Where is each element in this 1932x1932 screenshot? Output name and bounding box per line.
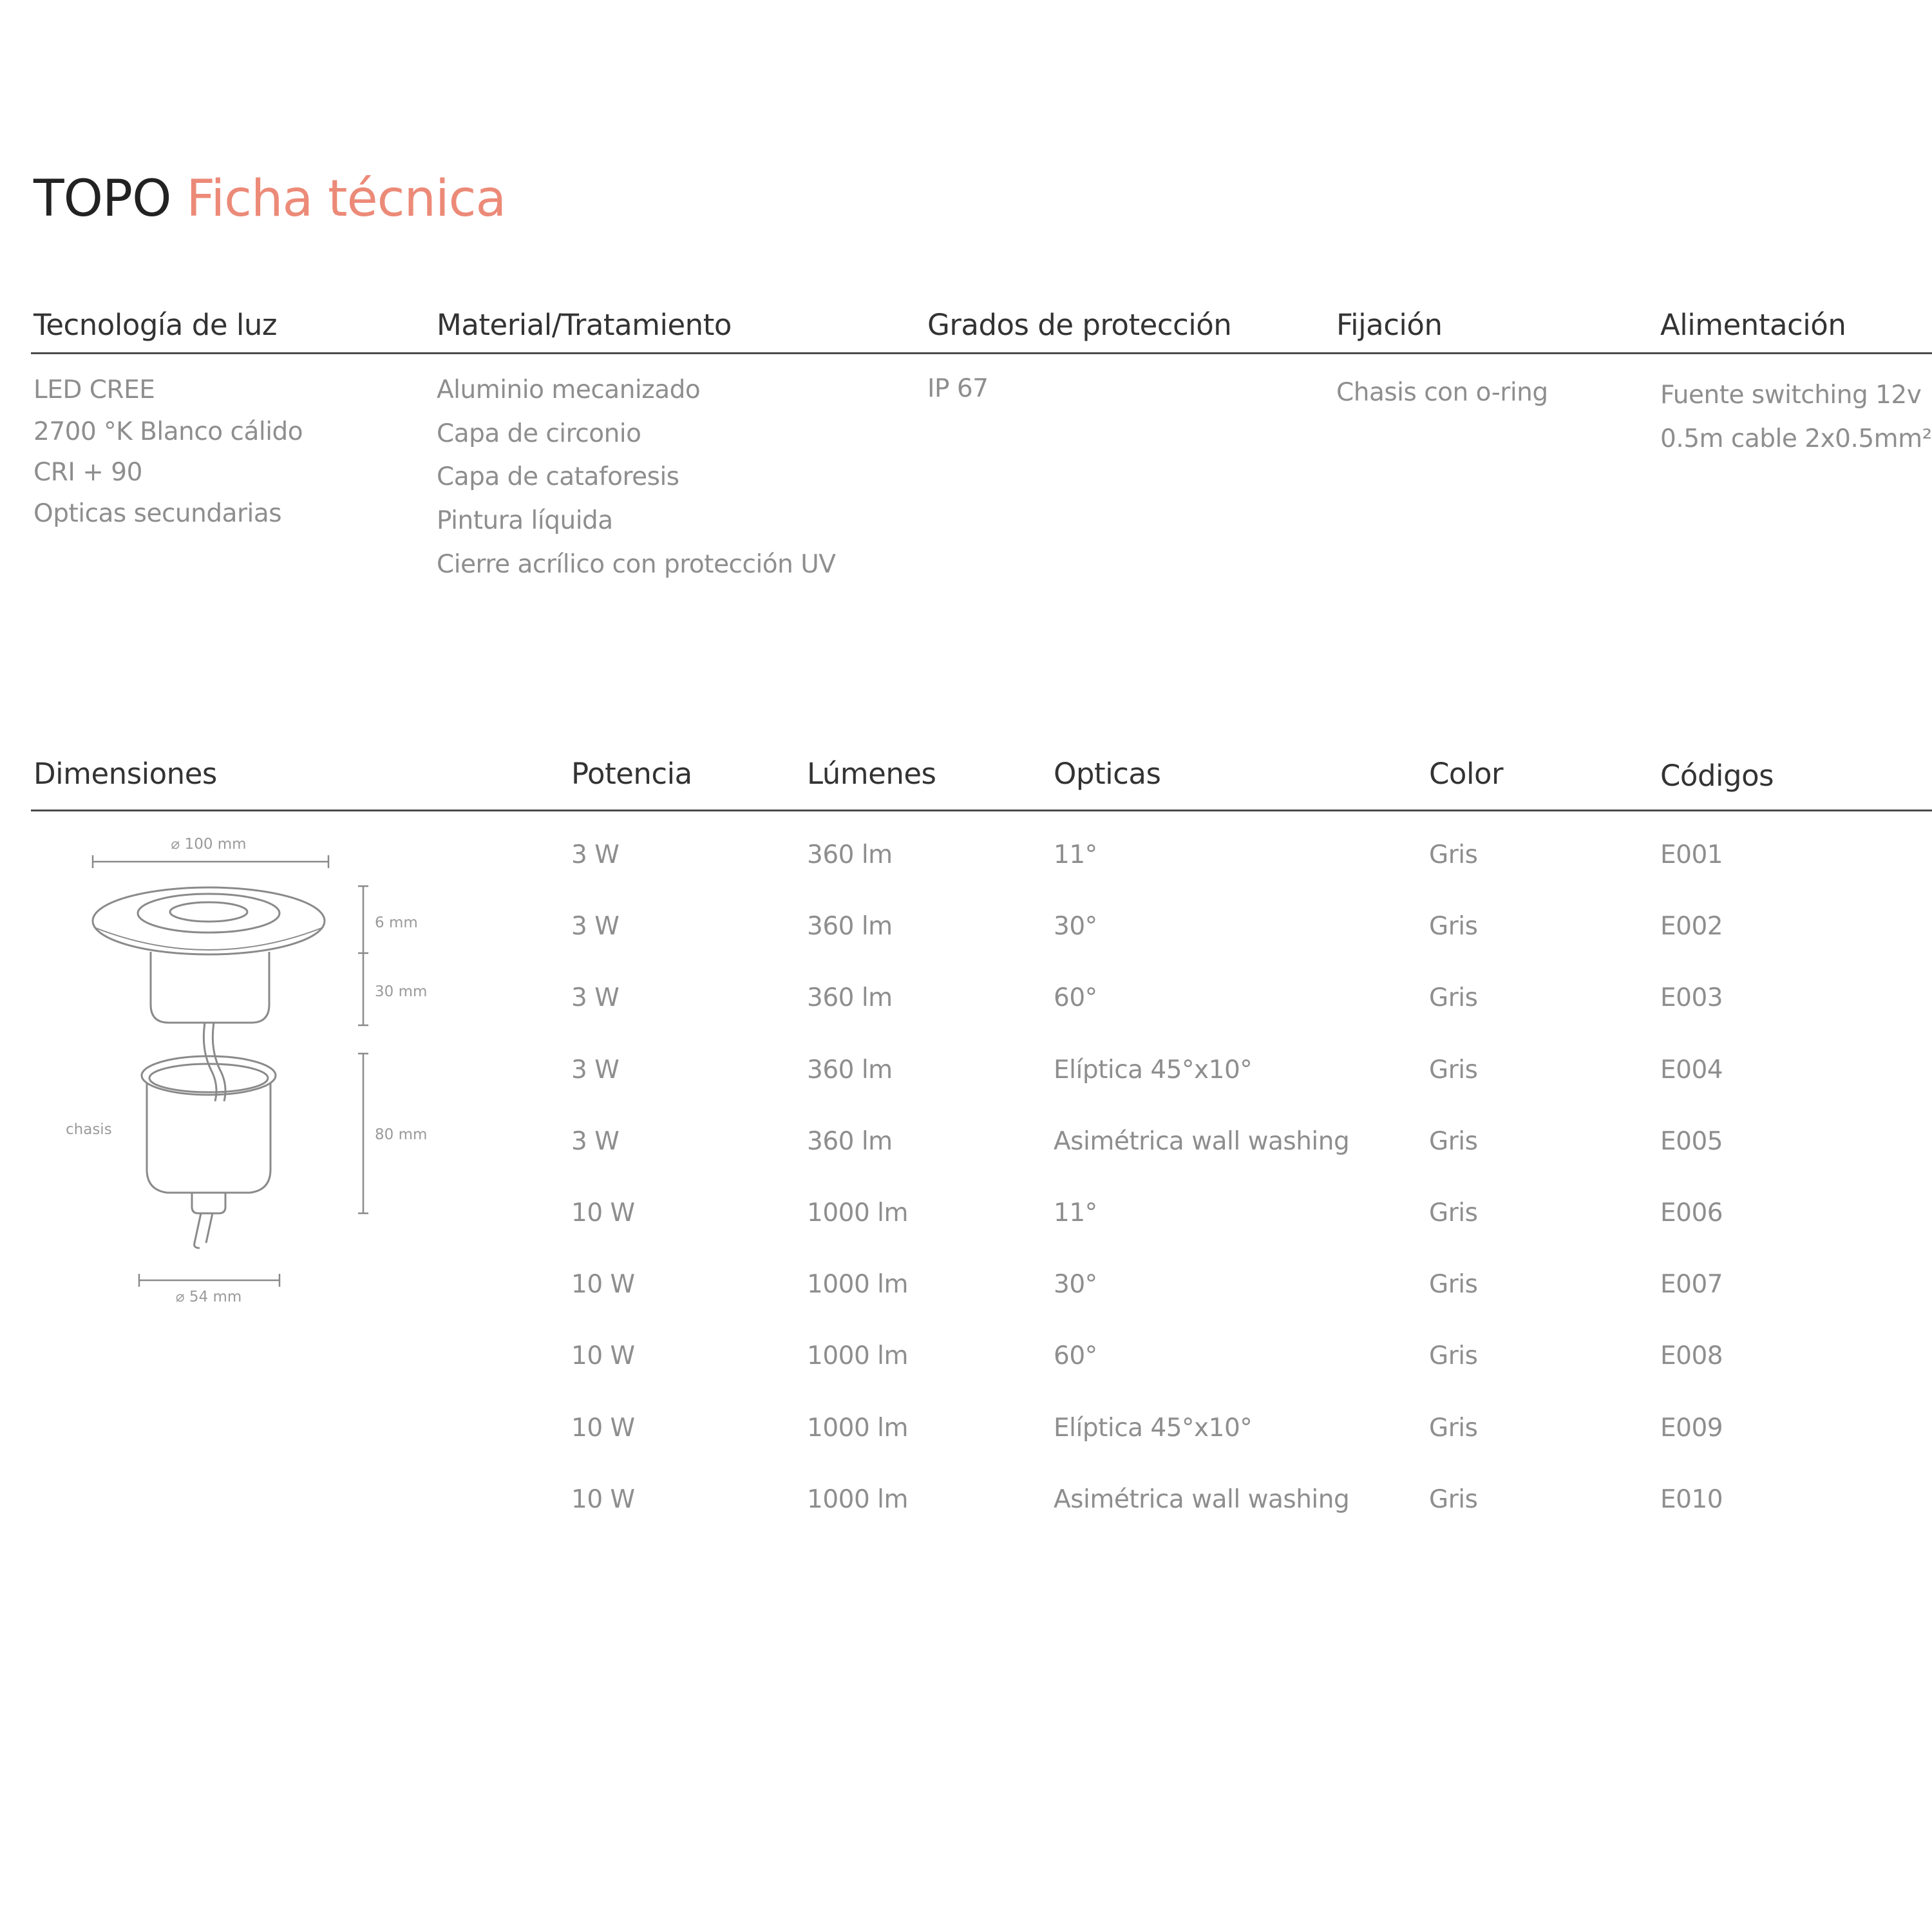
- code-cell: E004: [1660, 1056, 1723, 1084]
- color-cell: Gris: [1429, 1341, 1478, 1370]
- spec-heading-light-technology: Tecnología de luz: [33, 308, 277, 342]
- lumens-cell: 1000 lm: [807, 1414, 908, 1443]
- power-cell: 3 W: [571, 1127, 620, 1156]
- lumens-cell: 360 lm: [807, 912, 893, 941]
- product-name: TOPO: [33, 170, 171, 228]
- optics-cell: 11°: [1054, 840, 1097, 869]
- power-cell: 10 W: [571, 1341, 635, 1370]
- luminaire-drawing: [26, 831, 451, 1320]
- optics-cell: Elíptica 45°x10°: [1054, 1056, 1253, 1084]
- optics-cell: 60°: [1054, 983, 1097, 1012]
- specs-divider: [31, 352, 1932, 354]
- optics-cell: 30°: [1054, 912, 1097, 941]
- optics-cell: 60°: [1054, 1341, 1097, 1370]
- lumens-cell: 1000 lm: [807, 1341, 908, 1370]
- spec-line: Chasis con o-ring: [1336, 378, 1548, 407]
- power-cell: 10 W: [571, 1270, 635, 1299]
- spec-line: Aluminio mecanizado: [437, 375, 701, 404]
- power-cell: 3 W: [571, 840, 620, 869]
- table-header-lumens: Lúmenes: [807, 757, 936, 791]
- power-cell: 3 W: [571, 983, 620, 1012]
- code-cell: E002: [1660, 912, 1723, 941]
- optics-cell: 11°: [1054, 1198, 1097, 1227]
- code-cell: E009: [1660, 1414, 1723, 1443]
- lumens-cell: 360 lm: [807, 1056, 893, 1084]
- optics-cell: Asimétrica wall washing: [1054, 1485, 1350, 1514]
- spec-line: LED CREE: [33, 375, 155, 404]
- power-cell: 10 W: [571, 1485, 635, 1514]
- color-cell: Gris: [1429, 1127, 1478, 1156]
- spec-line: Opticas secundarias: [33, 499, 282, 528]
- color-cell: Gris: [1429, 912, 1478, 941]
- color-cell: Gris: [1429, 983, 1478, 1012]
- color-cell: Gris: [1429, 1270, 1478, 1299]
- spec-line: Capa de circonio: [437, 419, 641, 448]
- dimension-flange-height: 6 mm: [375, 914, 418, 931]
- spec-heading-power-supply: Alimentación: [1660, 308, 1846, 342]
- title-subtitle: Ficha técnica: [186, 170, 506, 228]
- lumens-cell: 1000 lm: [807, 1198, 908, 1227]
- spec-line: Capa de cataforesis: [437, 462, 679, 491]
- spec-line: 2700 °K Blanco cálido: [33, 417, 303, 446]
- page-title: [33, 170, 506, 228]
- spec-line: Fuente switching 12v: [1660, 381, 1922, 410]
- table-header-dimensions: Dimensiones: [33, 757, 217, 791]
- optics-cell: Asimétrica wall washing: [1054, 1127, 1350, 1156]
- dimension-body-height: 30 mm: [375, 983, 428, 1000]
- spec-line: IP 67: [927, 374, 989, 403]
- power-cell: 3 W: [571, 1056, 620, 1084]
- dimensions-diagram: [26, 831, 451, 1320]
- code-cell: E001: [1660, 840, 1723, 869]
- spec-heading-fixing: Fijación: [1336, 308, 1443, 342]
- code-cell: E010: [1660, 1485, 1723, 1514]
- code-cell: E003: [1660, 983, 1723, 1012]
- power-cell: 3 W: [571, 912, 620, 941]
- color-cell: Gris: [1429, 1414, 1478, 1443]
- color-cell: Gris: [1429, 840, 1478, 869]
- spec-line: 0.5m cable 2x0.5mm²: [1660, 424, 1932, 453]
- lumens-cell: 360 lm: [807, 840, 893, 869]
- lumens-cell: 1000 lm: [807, 1270, 908, 1299]
- color-cell: Gris: [1429, 1198, 1478, 1227]
- spec-heading-protection: Grados de protección: [927, 308, 1232, 342]
- code-cell: E007: [1660, 1270, 1723, 1299]
- optics-cell: Elíptica 45°x10°: [1054, 1414, 1253, 1443]
- lumens-cell: 1000 lm: [807, 1485, 908, 1514]
- color-cell: Gris: [1429, 1485, 1478, 1514]
- color-cell: Gris: [1429, 1056, 1478, 1084]
- table-divider: [31, 810, 1932, 811]
- optics-cell: 30°: [1054, 1270, 1097, 1299]
- dimension-top-diameter: ⌀ 100 mm: [171, 836, 247, 853]
- code-cell: E008: [1660, 1341, 1723, 1370]
- dimension-chassis-height: 80 mm: [375, 1126, 428, 1143]
- table-header-color: Color: [1429, 757, 1503, 791]
- lumens-cell: 360 lm: [807, 1127, 893, 1156]
- lumens-cell: 360 lm: [807, 983, 893, 1012]
- spec-line: Cierre acrílico con protección UV: [437, 550, 836, 579]
- table-header-power: Potencia: [571, 757, 692, 791]
- power-cell: 10 W: [571, 1414, 635, 1443]
- code-cell: E005: [1660, 1127, 1723, 1156]
- chassis-label: chasis: [66, 1121, 112, 1138]
- dimension-bottom-diameter: ⌀ 54 mm: [175, 1289, 242, 1305]
- spec-heading-material: Material/Tratamiento: [437, 308, 732, 342]
- table-header-codes: Códigos: [1660, 759, 1774, 793]
- code-cell: E006: [1660, 1198, 1723, 1227]
- spec-line: CRI + 90: [33, 458, 142, 487]
- spec-line: Pintura líquida: [437, 506, 613, 535]
- power-cell: 10 W: [571, 1198, 635, 1227]
- table-header-optics: Opticas: [1054, 757, 1161, 791]
